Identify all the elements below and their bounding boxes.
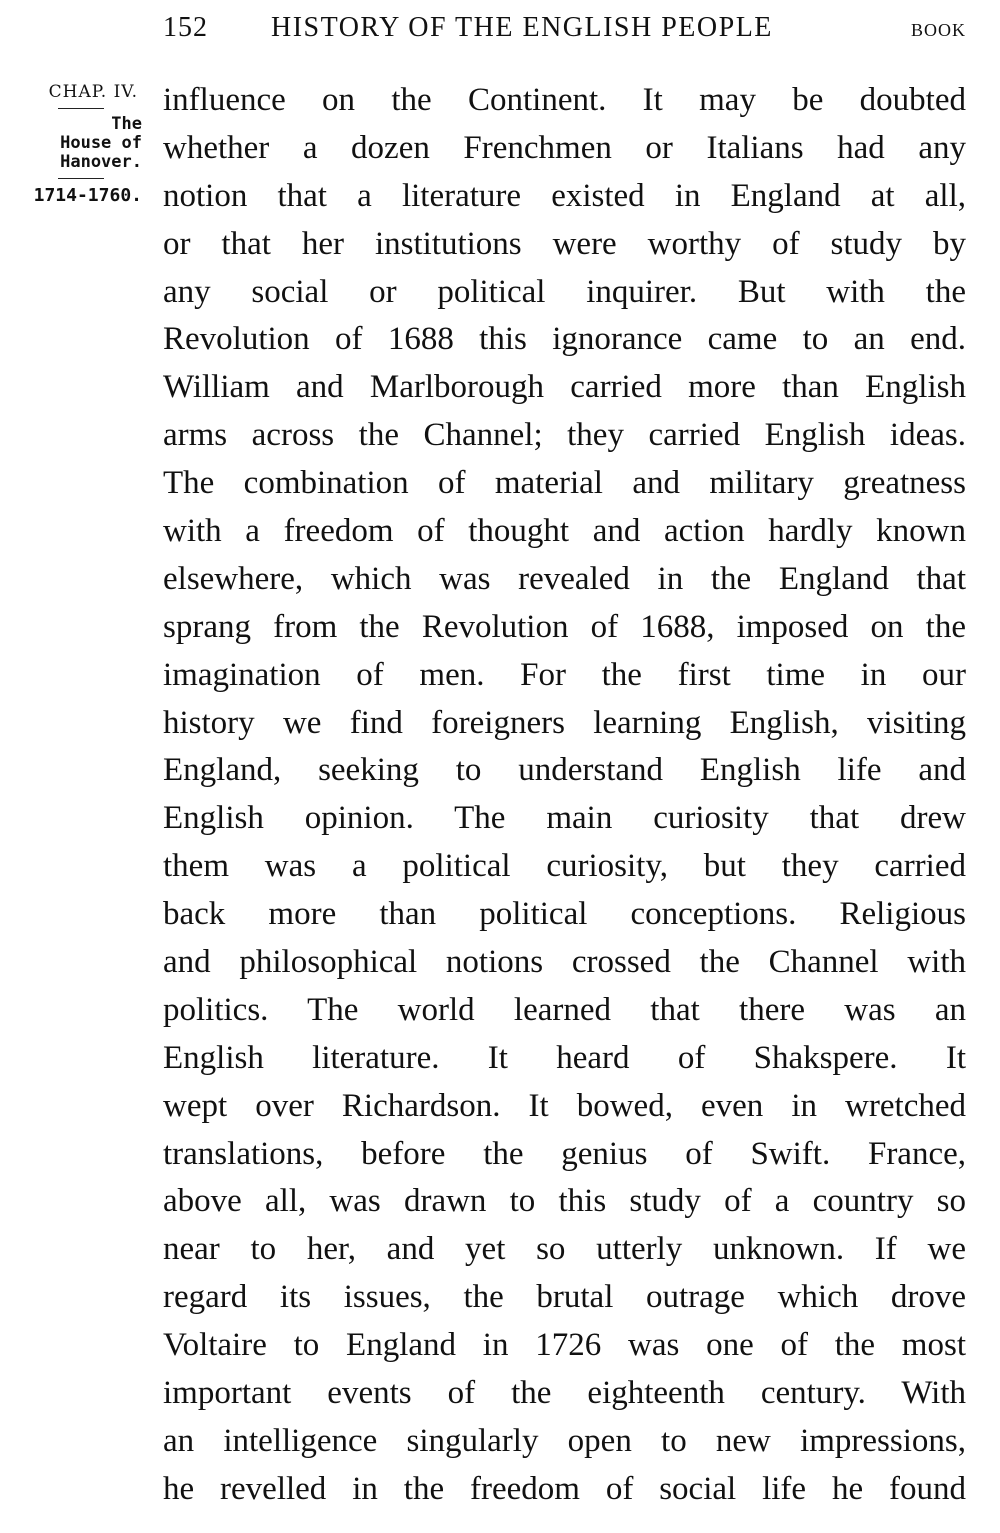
- text-line: imagination of men. For the first time in our: [163, 656, 966, 693]
- text-line: regard its issues, the brutal outrage which drove: [163, 1279, 966, 1316]
- text-line: he revelled in the freedom of social life he found: [163, 1470, 966, 1507]
- text-line: or that her institutions were worthy of study by: [163, 225, 966, 262]
- text-line: notion that a literature existed in England at all,: [163, 177, 966, 214]
- text-line: whether a dozen Frenchmen or Italians had any: [163, 129, 966, 166]
- text-line: wept over Richardson. It bowed, even in wretched: [163, 1087, 966, 1124]
- text-line: translations, before the genius of Swift. France,: [163, 1135, 966, 1172]
- text-line: influence on the Continent. It may be doubted: [163, 82, 966, 118]
- text-line: sprang from the Revolution of 1688, imposed on the: [163, 608, 966, 645]
- sidenote-divider: [58, 178, 104, 179]
- text-line: England, seeking to understand English life and: [163, 752, 966, 789]
- body-text: [163, 77, 966, 1514]
- text-line: William and Marlborough carried more than English: [163, 369, 966, 406]
- text-line: important events of the eighteenth century. With: [163, 1375, 966, 1412]
- years-label: 1714-1760.: [33, 185, 142, 206]
- text-line: above all, was drawn to this study of a country so: [163, 1183, 966, 1220]
- reign-line: Hanover.: [60, 152, 142, 172]
- text-line: them was a political curiosity, but they carried: [163, 848, 966, 885]
- margin-sidenote: [0, 82, 152, 206]
- text-line: English literature. It heard of Shakspere. It: [163, 1039, 966, 1076]
- text-line: with a freedom of thought and action hardly known: [163, 513, 966, 550]
- text-line: Voltaire to England in 1726 was one of the most: [163, 1327, 966, 1364]
- reign-line: The: [111, 114, 142, 134]
- text-line: near to her, and yet so utterly unknown. If we: [163, 1231, 966, 1268]
- text-line: any social or political inquirer. But with the: [163, 273, 966, 310]
- reign-label: [0, 115, 152, 172]
- sidenote-divider: [58, 108, 104, 109]
- text-line: back more than political conceptions. Religious: [163, 896, 966, 933]
- page-number: 152: [163, 12, 208, 43]
- text-line: Revolution of 1688 this ignorance came to an end.: [163, 321, 966, 358]
- text-line: politics. The world learned that there was an: [163, 991, 966, 1028]
- text-line: elsewhere, which was revealed in the England that: [163, 560, 966, 597]
- text-line: English opinion. The main curiosity that drew: [163, 800, 966, 837]
- reign-line: House of: [60, 133, 142, 153]
- page-header: [163, 8, 966, 48]
- text-line: an intelligence singularly open to new impressions,: [163, 1422, 966, 1459]
- text-line: arms across the Channel; they carried English ideas.: [163, 417, 966, 454]
- text-line: and philosophical notions crossed the Channel with: [163, 944, 966, 981]
- text-line: The combination of material and military greatness: [163, 465, 966, 502]
- book-label: BOOK: [910, 20, 966, 40]
- chapter-label: CHAP. IV.: [48, 82, 138, 102]
- text-line: history we find foreigners learning English, visiting: [163, 704, 966, 741]
- running-title: HISTORY OF THE ENGLISH PEOPLE: [271, 12, 773, 43]
